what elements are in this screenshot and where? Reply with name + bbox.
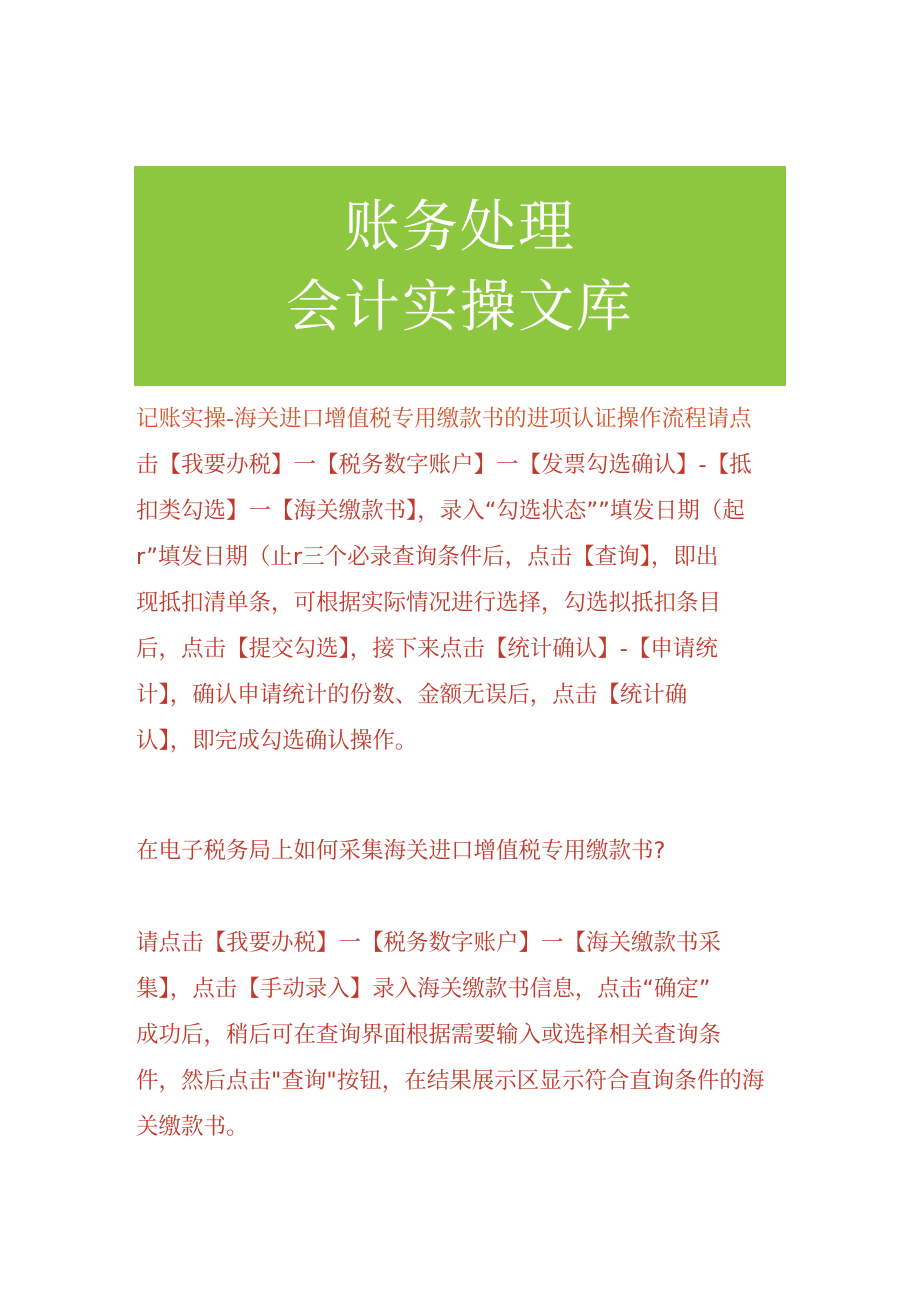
banner-title-line2: 会计实操文库 [286,275,634,340]
answer-paragraph [136,920,796,1150]
paragraph-line: 关缴款书。 [136,1114,249,1140]
paragraph-line: 扣类勾选】一【海关缴款书】，录入“勾选状态””填发日期（起 [136,498,745,524]
paragraph-line: 后，点击【提交勾选】，接下来点击【统计确认】-【申请统 [136,636,718,662]
paragraph-line: r”填发日期（止r三个必录查询条件后，点击【查询】，即出 [136,544,719,570]
paragraph-line: 现抵扣清单条，可根据实际情况进行选择，勾选拟抵扣条目 [136,590,722,616]
paragraph-line: 认】，即完成勾选确认操作。 [136,728,418,754]
paragraph-line: 集】，点击【手动录入】录入海关缴款书信息，点击“确定” [136,976,711,1002]
question-text: 在电子税务局上如何采集海关进口增值税专用缴款书? [136,838,666,864]
paragraph-line: 成功后，稍后可在查询界面根据需要输入或选择相关查询条 [136,1022,722,1048]
paragraph-line: 计】，确认申请统计的份数、金额无误后，点击【统计确 [136,682,688,708]
question-heading [136,828,796,874]
paragraph-line: 记账实操-海关进口增值税专用缴款书的进项认证操作流程请点 [136,406,752,432]
paragraph-line: 请点击【我要办税】一【税务数字账户】一【海关缴款书采 [136,930,722,956]
paragraph-line: 击【我要办税】一【税务数字账户】一【发票勾选确认】-【抵 [136,452,752,478]
title-banner [134,166,786,386]
banner-title-line1: 账务处理 [344,195,576,260]
paragraph-line: 件，然后点击"查询"按钮，在结果展示区显示符合直询条件的海 [136,1068,765,1094]
procedure-paragraph [136,396,796,764]
